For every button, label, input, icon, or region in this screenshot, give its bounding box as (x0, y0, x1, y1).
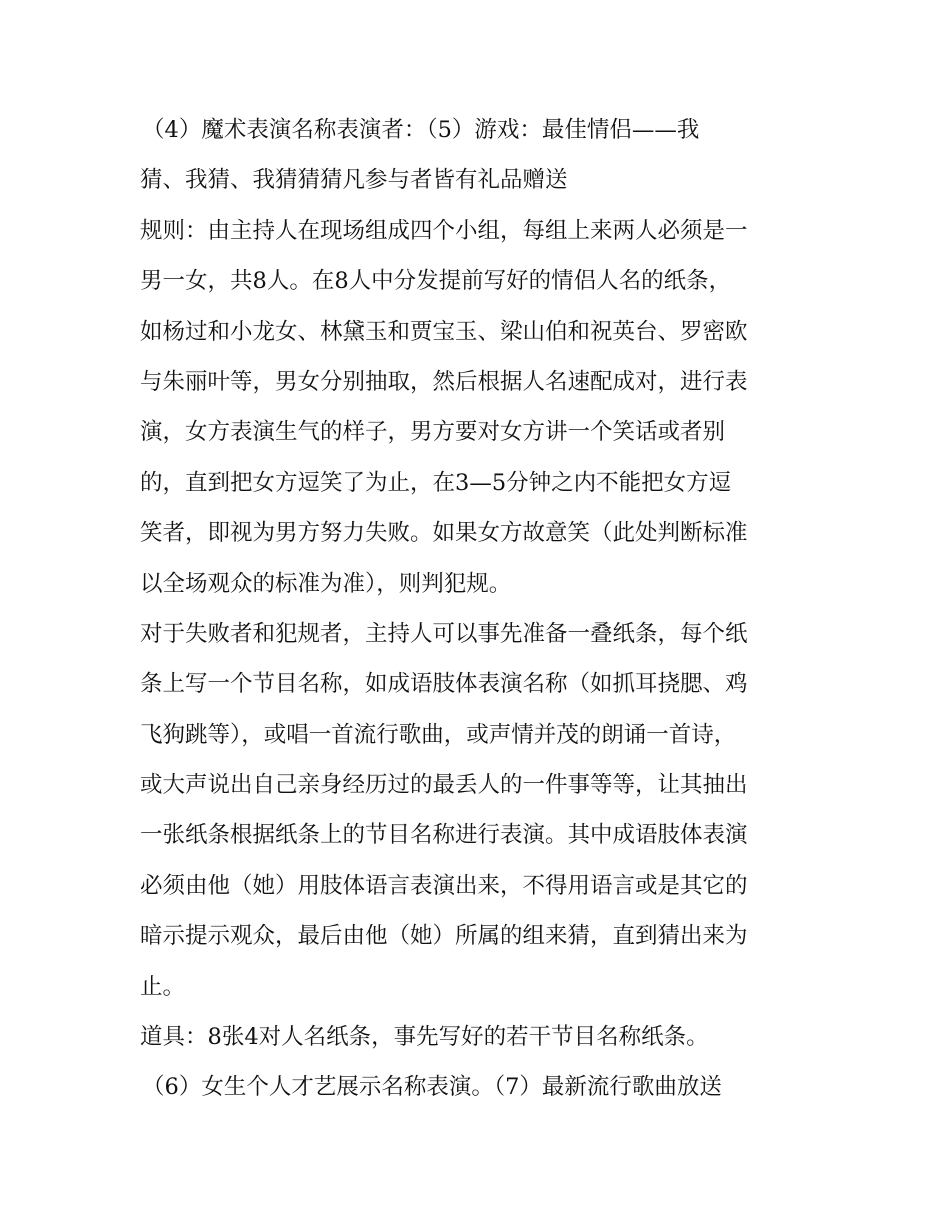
text-line: 规则：由主持人在现场组成四个小组，每组上来两人必须是一 (140, 217, 748, 244)
text-line: 如杨过和小龙女、林黛玉和贾宝玉、梁山伯和祝英台、罗密欧 (140, 318, 748, 345)
text-line: 飞狗跳等），或唱一首流行歌曲，或声情并茂的朗诵一首诗， (140, 721, 737, 748)
text-line: 暗示提示观众，最后由他（她）所属的组来猜，直到猜出来为 (140, 923, 748, 950)
text-line: 与朱丽叶等，男女分别抽取，然后根据人名速配成对，进行表 (140, 368, 748, 395)
text-line: 对于失败者和犯规者，主持人可以事先准备一叠纸条，每个纸 (140, 620, 748, 647)
text-line: 一张纸条根据纸条上的节目名称进行表演。其中成语肢体表演 (140, 822, 748, 849)
text-line: 必须由他（她）用肢体语言表演出来，不得用语言或是其它的 (140, 872, 748, 899)
text-line: 男一女，共8人。在8人中分发提前写好的情侣人名的纸条， (140, 268, 732, 295)
text-line: 道具：8张4对人名纸条，事先写好的若干节目名称纸条。 (140, 1024, 709, 1051)
text-line: 条上写一个节目名称，如成语肢体表演名称（如抓耳挠腮、鸡 (140, 671, 748, 698)
document-page (140, 105, 820, 1113)
text-line: 笑者，即视为男方努力失败。如果女方故意笑（此处判断标准 (140, 520, 748, 547)
text-line: 的，直到把女方逗笑了为止，在3—5分钟之内不能把女方逗 (140, 469, 732, 496)
text-line: 猜、我猜、我猜猜猜凡参与者皆有礼品赠送 (140, 167, 568, 194)
text-line: （6）女生个人才艺展示名称表演。（7）最新流行歌曲放送 (142, 1074, 722, 1101)
text-line: 演，女方表演生气的样子，男方要对女方讲一个笑话或者别 (140, 419, 726, 446)
text-line: 止。 (140, 973, 186, 1000)
text-line: 以全场观众的标准为准），则判犯规。 (140, 570, 512, 597)
text-line: （4）魔术表演名称表演者：（5）游戏：最佳情侣——我 (142, 117, 700, 143)
text-line: 或大声说出自己亲身经历过的最丢人的一件事等等，让其抽出 (140, 772, 748, 799)
